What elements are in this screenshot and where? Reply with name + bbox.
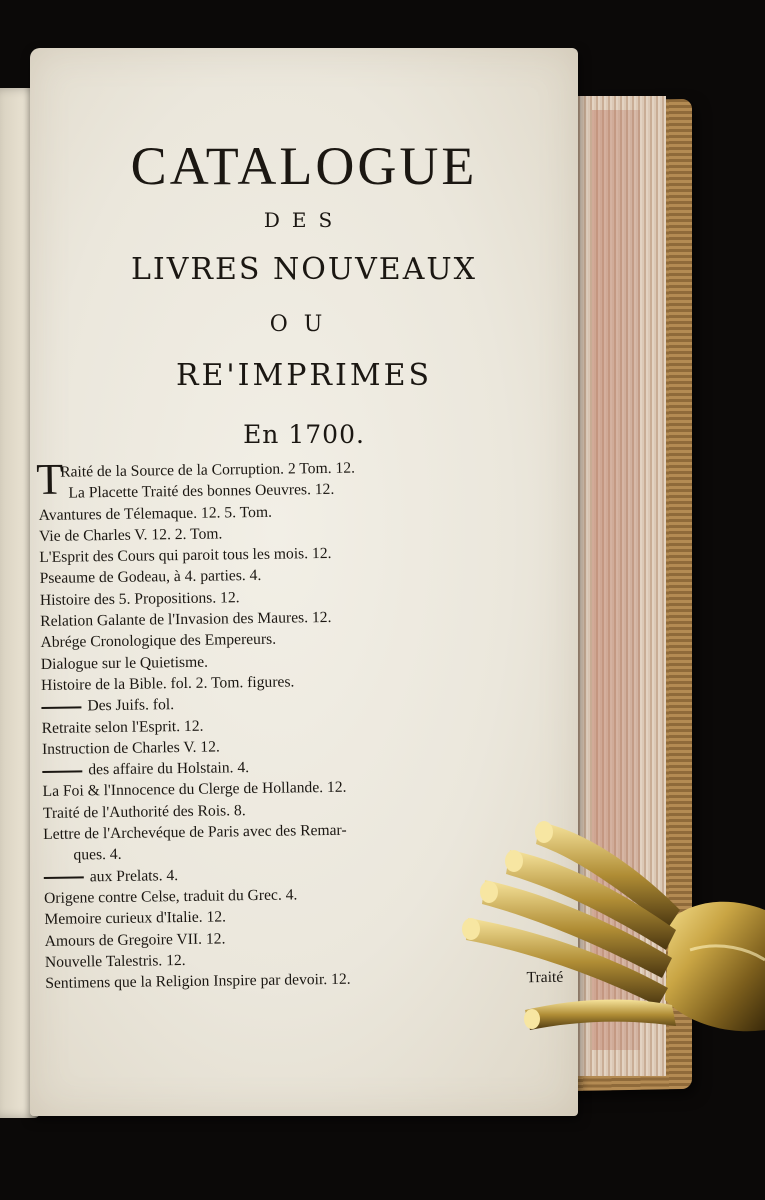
list-item: Histoire des 5. Propositions. 12. — [39, 588, 240, 609]
list-item: La Foi & l'Innocence du Clerge de Hollande. 12. — [42, 779, 347, 801]
list-item: Instruction de Charles V. 12. — [41, 738, 220, 758]
list-item: L'Esprit des Cours qui paroit tous les mois. 12. — [39, 545, 332, 567]
list-item-text: aux Prelats. 4. — [89, 866, 179, 885]
list-item: La Placette Traité des bonnes Oeuvres. 12. — [68, 481, 335, 502]
list-item: Lettre de l'Archevéque de Paris avec des Remar- — [43, 821, 347, 844]
list-item: Memoire curieux d'Italie. 12. — [44, 908, 227, 929]
ditto-rule — [41, 706, 81, 709]
list-item: Histoire de la Bible. fol. 2. Tom. figures. — [41, 673, 295, 694]
list-item: Relation Galante de l'Invasion des Maures. 12. — [40, 608, 332, 631]
list-item: Pseaume de Godeau, à 4. parties. 4. — [39, 567, 262, 588]
drop-cap: T — [35, 454, 64, 505]
list-item-continuation: ques. 4. — [73, 846, 122, 864]
list-item: Nouvelle Talestris. 12. — [44, 951, 186, 971]
list-item: Retraite selon l'Esprit. 12. — [41, 717, 204, 737]
ditto-rule — [42, 770, 82, 773]
title-year: En 1700. — [243, 420, 365, 449]
list-item: Dialogue sur le Quietisme. — [40, 653, 209, 673]
list-item-text: des affaire du Holstain. 4. — [88, 759, 250, 779]
list-item: Vie de Charles V. 12. 2. Tom. — [38, 525, 223, 545]
list-item: Traité de l'Authorité des Rois. 8. — [42, 801, 246, 822]
title-catalogue: CATALOGUE — [130, 136, 478, 196]
title-livres-nouveaux: LIVRES NOUVEAUX — [130, 252, 477, 287]
list-item: Abrége Cronologique des Empereurs. — [40, 631, 277, 652]
brass-hand-page-holder — [440, 800, 765, 1060]
list-item: Sentimens que la Religion Inspire par devoir. 12. — [45, 970, 351, 993]
ditto-rule — [44, 876, 84, 879]
title-ou: OU — [269, 312, 339, 337]
list-item: Amours de Gregoire VII. 12. — [44, 929, 226, 950]
list-item: Avantures de Télemaque. 12. 5. Tom. — [38, 503, 273, 524]
list-item: Origene contre Celse, traduit du Grec. 4. — [43, 886, 298, 907]
title-des: DES — [263, 208, 345, 232]
title-reimprimes: RE'IMPRIMES — [175, 358, 433, 393]
list-item-text: Raité de la Source de la Corruption. 2 Tom. 12. — [60, 459, 356, 481]
list-item-text: Des Juifs. fol. — [87, 696, 175, 715]
catchword: Traité — [526, 968, 564, 987]
